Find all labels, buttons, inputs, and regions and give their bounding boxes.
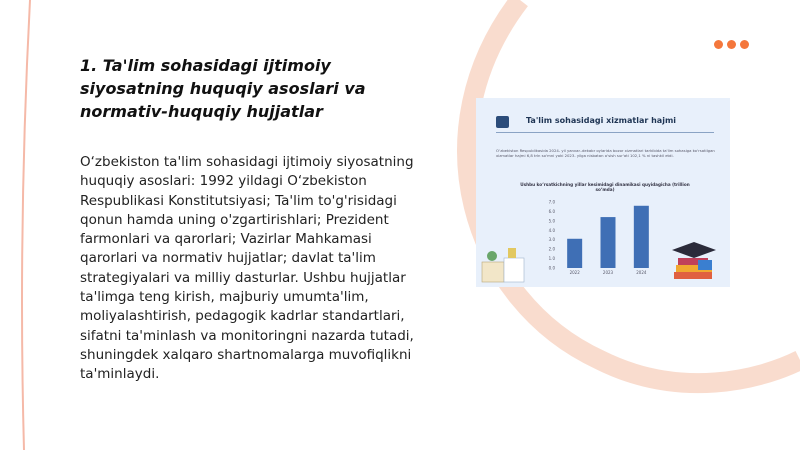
x-tick-label: 2023: [602, 270, 614, 275]
bar-2023: [601, 217, 616, 268]
bar-chart: [544, 196, 664, 276]
y-tick-label: 0.0: [548, 265, 555, 271]
chart-title: Ushbu ko‘rsatkichning yillar kesimidagi dinamikasi quyidagicha (trillion so‘mda): [520, 182, 690, 192]
y-tick-label: 7.0: [548, 199, 555, 205]
bar-2024: [634, 206, 649, 268]
bar-2022: [567, 239, 582, 268]
y-tick-label: 4.0: [548, 227, 555, 233]
infographic-description: O‘zbekiston Respublikasida 2024- yil yanvar–dekabr oylarida bozor xizmatlari tarkibida ta'lim sohasiga ko‘rsatilgan xizmatlar hajmi 6,8 trln so‘mni yoki 2023- yilga nisbatan o‘sish sur'ati 102,1 % ni tashkil etdi.: [496, 148, 715, 158]
graduation-cap-illustration: [666, 238, 726, 287]
y-tick-label: 1.0: [548, 256, 555, 262]
decorative-dots: [714, 40, 749, 49]
x-tick-label: 2022: [569, 270, 580, 275]
y-tick-label: 5.0: [548, 218, 555, 224]
dot-3: [740, 40, 749, 49]
y-tick-label: 3.0: [548, 237, 555, 243]
books-illustration-left: [476, 238, 536, 287]
slide-body-text: O‘zbekiston ta'lim sohasidagi ijtimoiy siyosatning huquqiy asoslari: 1992 yildagi O‘zbekiston Respublikasi Konstitutsiyasi; Ta'lim to'g'risidagi qonun hamda uning o'zgartirishlari; Prezident farmonlari va qarorlari; Vazirlar Mahkamasi qarorlari va normativ hujjatlar; davlat ta'lim strategiyalari va milliy dasturlar. Ushbu hujjatlar ta'limga teng kirish, majburiy umumta'lim, moliyalashtirish, pedagogik kadrlar standartlari, sifatni ta'minlash va monitoringni nazarda tutadi, shuningdek xalqaro shartnomalarga muvofiqlikni ta'minlaydi.: [80, 154, 414, 383]
dot-1: [714, 40, 723, 49]
infographic-image: [476, 98, 730, 287]
x-tick-label: 2024: [636, 270, 647, 275]
infographic-divider: [496, 132, 714, 133]
y-tick-label: 6.0: [548, 208, 555, 214]
dot-2: [727, 40, 736, 49]
infographic-title: Ta'lim sohasidagi xizmatlar hajmi: [526, 116, 677, 125]
y-tick-label: 2.0: [548, 246, 555, 252]
slide-title: 1. Ta'lim sohasidagi ijtimoiy siyosatning huquqiy asoslari va normativ-huquqiy hujjatlar: [80, 56, 366, 121]
report-icon: [496, 116, 509, 128]
